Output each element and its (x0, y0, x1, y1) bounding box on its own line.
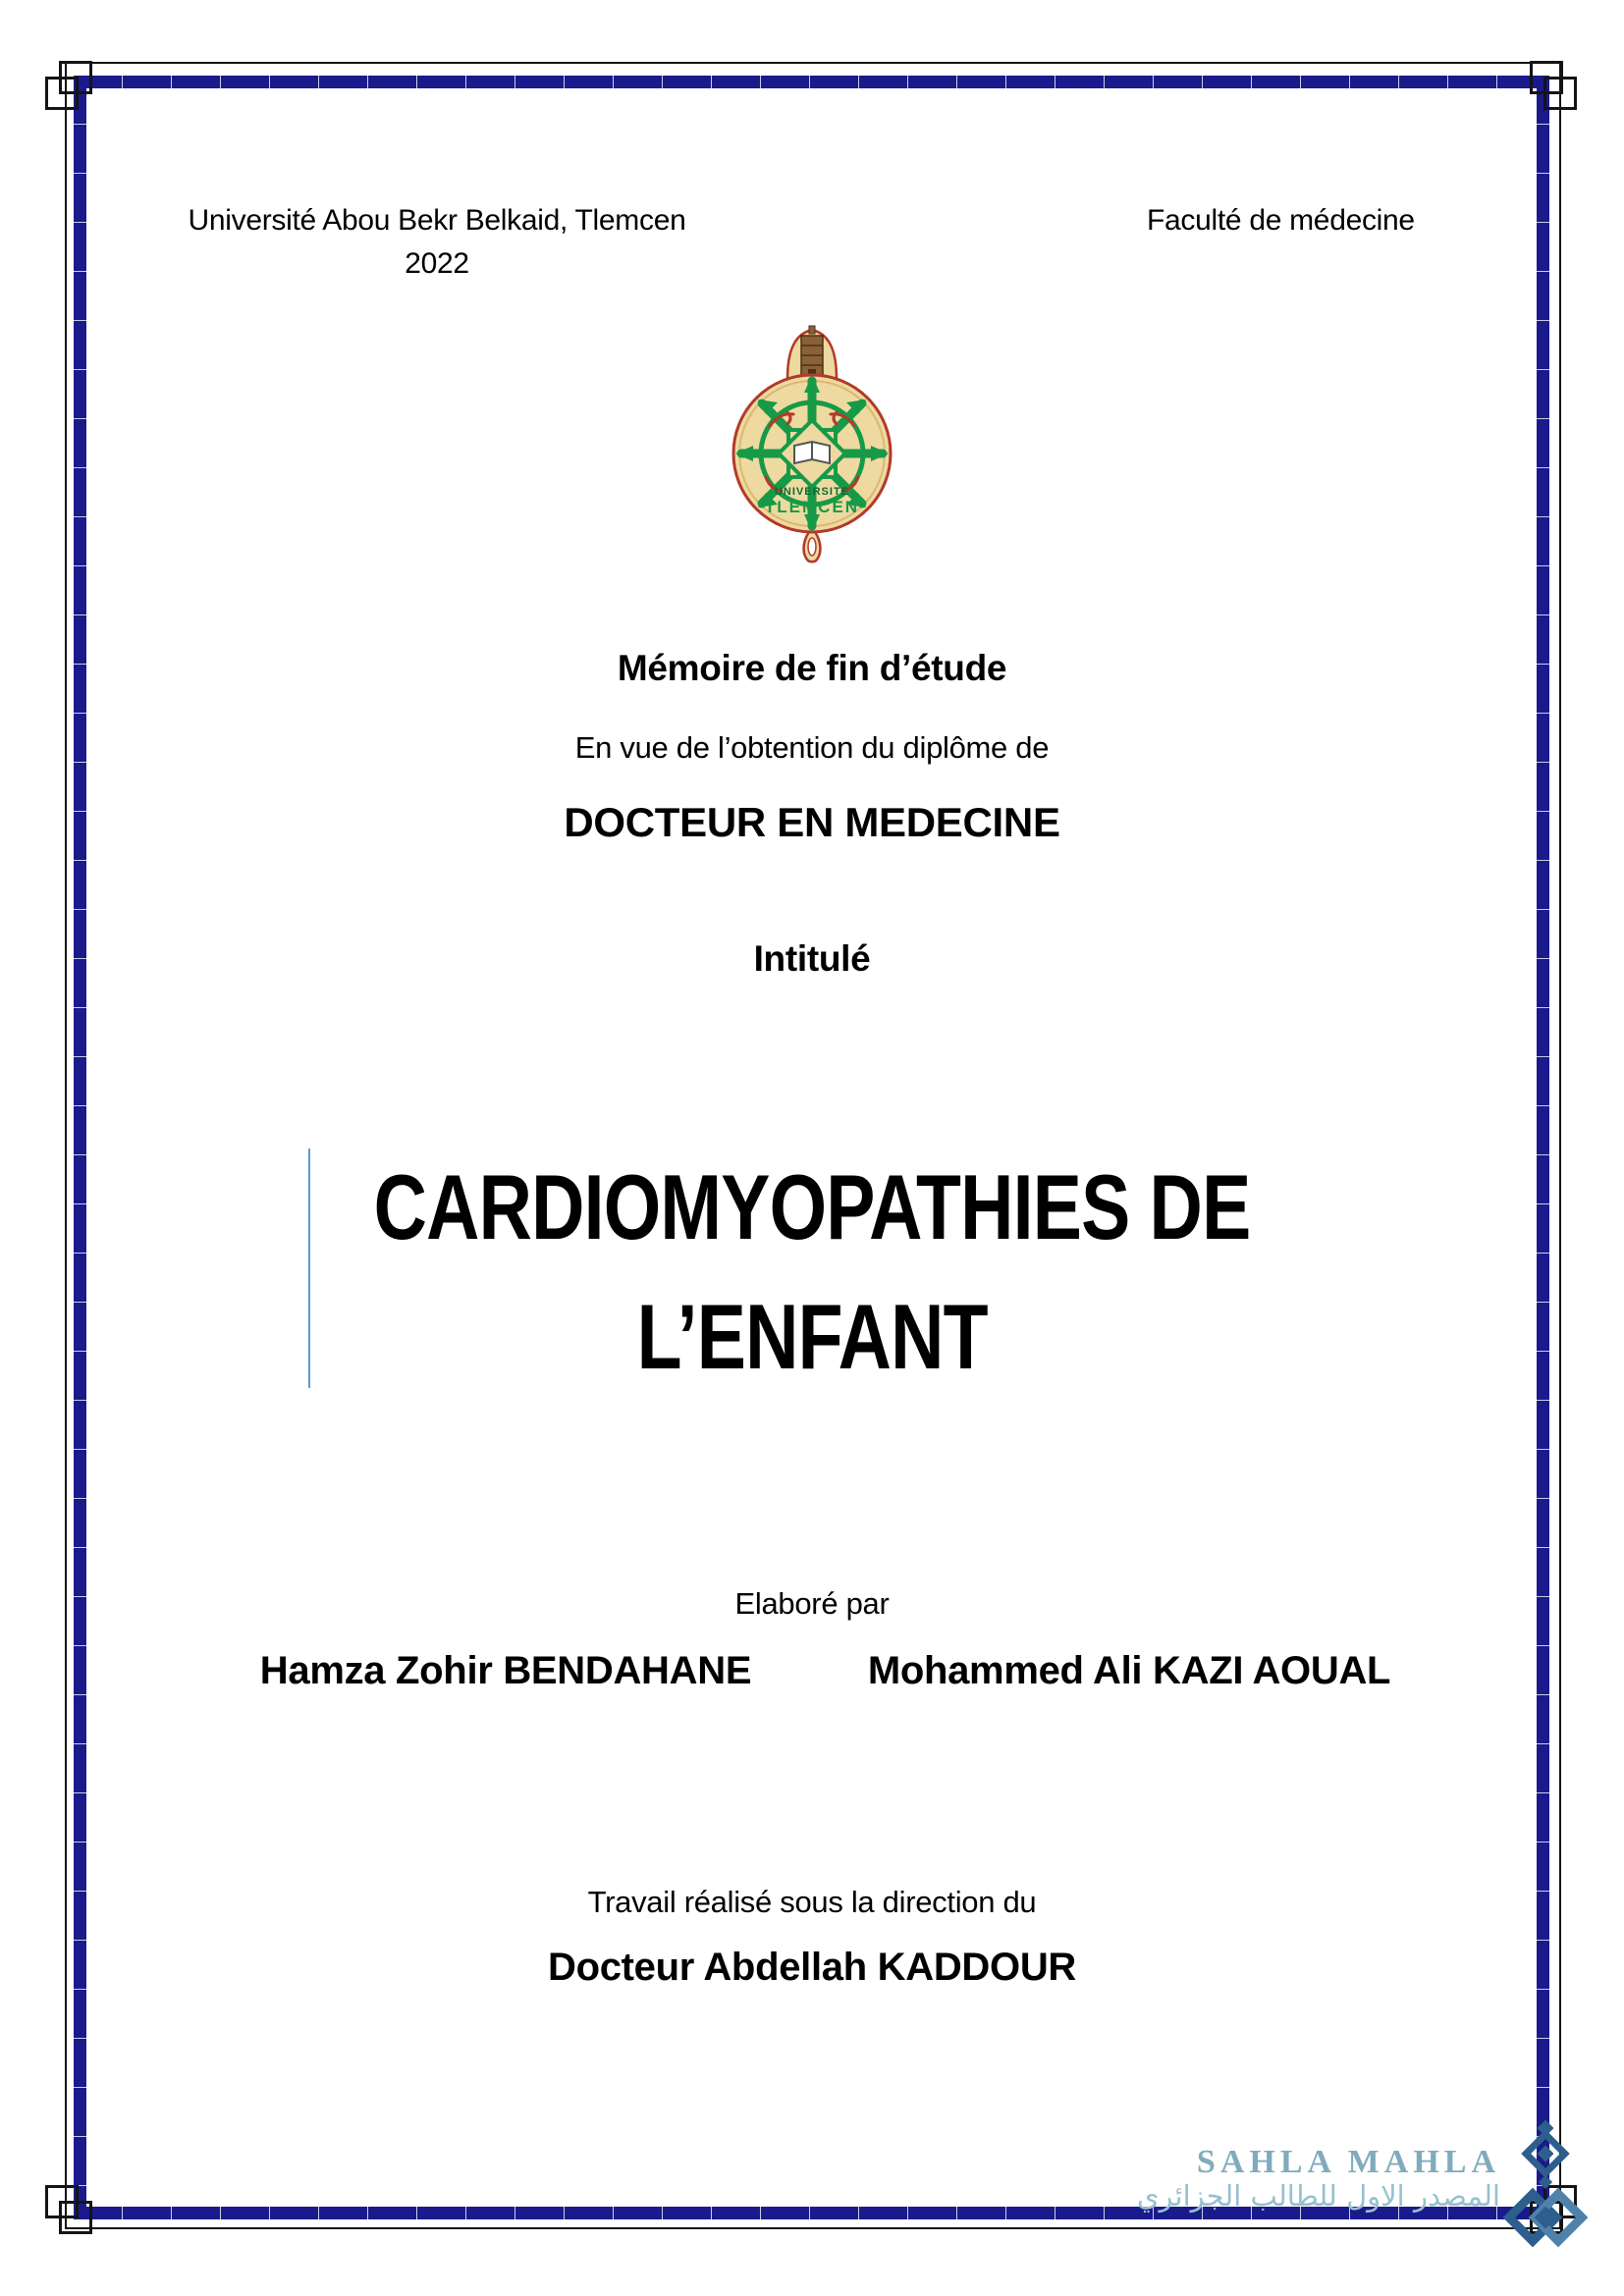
watermark-logo-icon (1494, 2118, 1597, 2266)
logo-tlemcen-label: TLEMCEN (764, 498, 860, 516)
main-title-line1: CARDIOMYOPATHIES DE (373, 1155, 1251, 1258)
header-university-block (157, 199, 717, 286)
frame-band-top (74, 76, 1549, 88)
author-name: Mohammed Ali KAZI AOUAL (867, 1649, 1391, 1692)
year: 2022 (405, 247, 469, 280)
university-logo (723, 320, 901, 565)
supervisor-name: Docteur Abdellah KADDOUR (547, 1946, 1076, 1989)
memoire-heading: Mémoire de fin d’étude (617, 648, 1007, 688)
memoire-subheading: En vue de l’obtention du diplôme de (574, 730, 1050, 765)
logo-universite-label: UNIVERSITE (774, 486, 850, 498)
supervision-label: Travail réalisé sous la direction du (587, 1885, 1037, 1919)
corner-ornament-top-left (45, 77, 79, 110)
university-name: Université Abou Bekr Belkaid, Tlemcen (188, 204, 686, 237)
degree-name: DOCTEUR EN MEDECINE (564, 799, 1060, 845)
author-name: Hamza Zohir BENDAHANE (259, 1649, 752, 1692)
faculty-name: Faculté de médecine (1147, 204, 1415, 237)
corner-ornament-top-right (1543, 77, 1577, 110)
intitule-label: Intitulé (753, 938, 871, 979)
main-title-line2: L’ENFANT (636, 1285, 988, 1388)
corner-ornament-bottom-left (45, 2185, 79, 2218)
authors-label: Elaboré par (734, 1586, 890, 1621)
watermark-tagline-arabic: المصدر الاول للطالب الجزائري (1136, 2179, 1500, 2213)
watermark-brand: SAHLA MAHLA (1196, 2144, 1500, 2180)
